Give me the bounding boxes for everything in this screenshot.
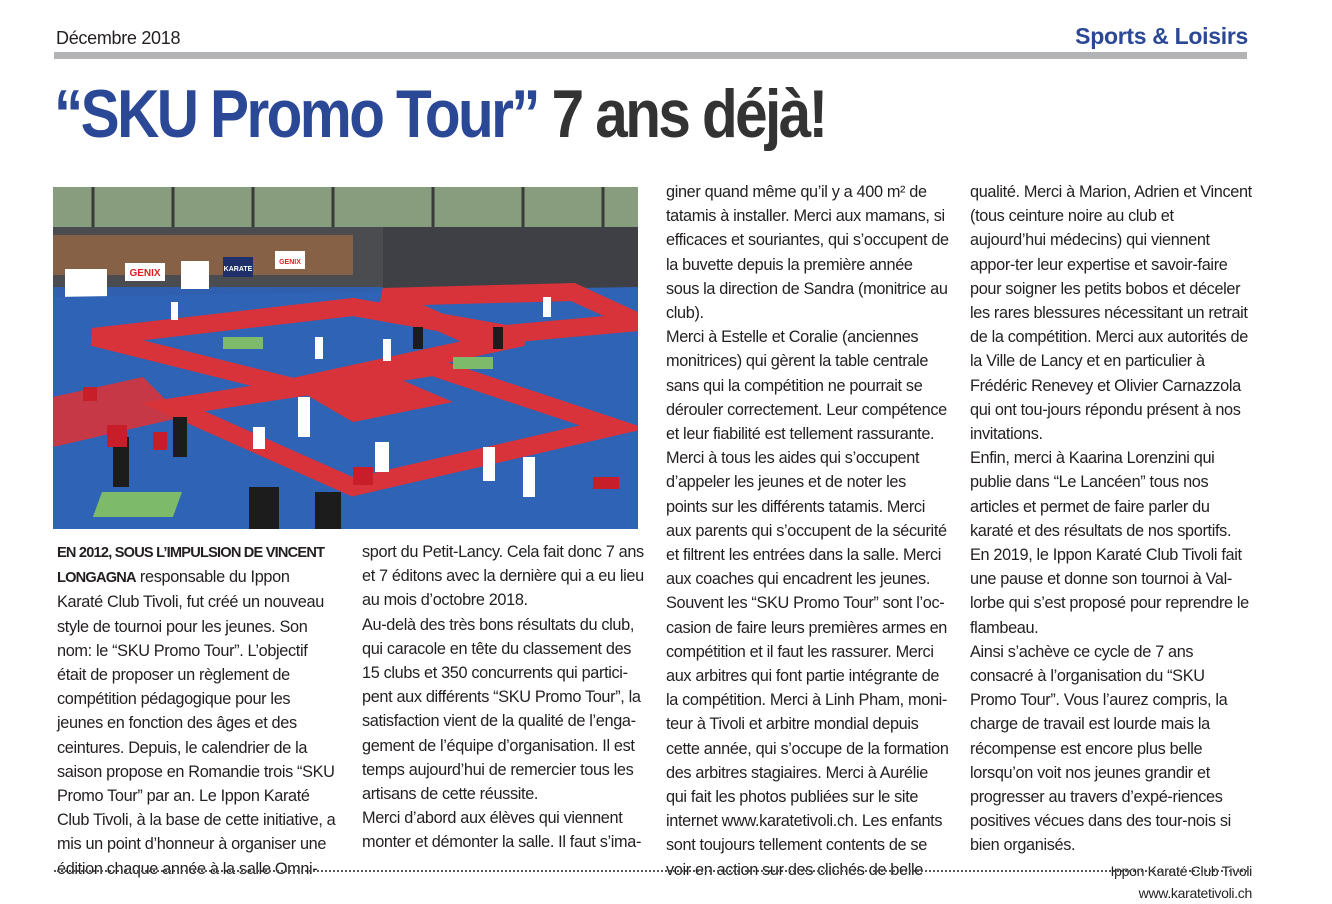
signature [970, 860, 1252, 904]
headline-event-name: “SKU Promo Tour” [54, 76, 538, 152]
column-1 [57, 540, 339, 881]
karate-tournament-photo [53, 187, 638, 529]
paragraph: qualité. Merci à Marion, Adrien et Vincent (tous ceinture noire au club et aujourd’hui médecins) qui viennent appor-ter leur expertise et savoir-faire pour soigner les petits bobos et déceler les rares blessures nécessitant un retrait de la compétition. Merci aux autorités de la Ville de Lancy et en particulier à Frédéric Renevey et Olivier Carnazzola qui ont tou-jours répondu présent à nos invitations. [970, 183, 1252, 444]
headline-tagline: 7 ans déjà! [537, 76, 826, 152]
signature-website: www.karatetivoli.ch [1138, 884, 1252, 901]
paragraph: Merci à Estelle et Coralie (anciennes monitrices) qui gèrent la table centrale sans qui la compétition ne pourrait se dérouler correctement. Leur compétence et leur fiabilité est tellement rassurante. [666, 328, 947, 444]
paragraph: Merci d’abord aux élèves qui viennent monter et démonter la salle. Il faut s’ima- [362, 809, 642, 852]
header-rule [54, 52, 1247, 59]
footer-dotted-rule [54, 870, 1247, 872]
photo-illustration [53, 187, 638, 529]
column-2 [362, 540, 644, 855]
issue-date: Décembre 2018 [56, 28, 181, 48]
paragraph: Ainsi s’achève ce cycle de 7 ans consacré à l’organisation du “SKU Promo Tour”. Vous l’aurez compris, la charge de travail est lourde mais la récompense est encore plus belle lorsqu’on voit nos jeunes grandir et progresser au travers d’expé-riences positives vécues dans des tour-nois si bien organisés. [970, 642, 1231, 855]
paragraph: Enfin, merci à Kaarina Lorenzini qui publie dans “Le Lancéen” tous nos articles et permet de faire parler du karaté et des résultats de nos sportifs. [970, 449, 1232, 540]
section-title: Sports & Loisirs [1075, 23, 1248, 49]
column-4 [970, 180, 1252, 904]
photo-banner-text: GENIX [129, 268, 161, 279]
paragraph: giner quand même qu’il y a 400 m² de tatamis à installer. Merci aux mamans, si efficaces et souriantes, qui s’occupent de la buvette depuis la première année sous la direction de Sandra (monitrice au club). [666, 183, 949, 323]
paragraph: Merci à tous les aides qui s’occupent d’appeler les jeunes et de noter les points sur les différents tatamis. Merci aux parents qui s’occupent de la sécurité et filtrent les entrées dans la salle. Merci aux coaches qui encadrent les jeunes. Souvent les “SKU Promo Tour” sont l’oc-casion de faire leurs premières armes en compétition et il faut les rassurer. Merci aux arbitres qui font partie intégrante de la compétition. Merci à Linh Pham, moni-teur à Tivoli et arbitre mondial depuis cette année, qui s’occupe de la formation des arbitres stagiaires. Merci à Aurélie qui fait les photos publiées sur le site internet www.karatetivoli.ch. Les enfants sont toujours tellement contents de se voir en action sur des clichés de belle [666, 449, 949, 879]
photo-banner-text: KARATE [223, 266, 253, 273]
column-3 [666, 180, 949, 882]
lead-in: EN 2012, SOUS L’IMPULSION DE VINCENT LONGAGNA [57, 545, 325, 587]
paragraph: sport du Petit-Lancy. Cela fait donc 7 ans et 7 éditons avec la dernière qui a eu lieu au mois d’octobre 2018. [362, 543, 644, 610]
paragraph: En 2019, le Ippon Karaté Club Tivoli fait une pause et donne son tournoi à Val-lorbe qui s’est proposé pour reprendre le flambeau. [970, 546, 1249, 637]
paragraph: Au-delà des très bons résultats du club, qui caracole en tête du classement des 15 clubs et 350 concurrents qui partici-pent aux différents “SKU Promo Tour”, la satisfaction vient de la qualité de l’enga-gement de l’équipe d’organisation. Il est temps aujourd’hui de remercier tous les artisans de cette réussite. [362, 615, 641, 804]
column-1-text: responsable du Ippon Karaté Club Tivoli, fut créé un nouveau style de tournoi pour les jeunes. Son nom: le “SKU Promo Tour”. L’objectif était de proposer un règlement de compétition pédagogique pour les jeunes en fonction des âges et des ceintures. Depuis, le calendrier de la saison propose en Romandie trois “SKU Promo Tour” par an. Le Ippon Karaté Club Tivoli, à la base de cette initiative, a mis un point d’honneur à organiser une édition chaque année à la salle Omni- [57, 568, 336, 878]
photo-banner-text: GENIX [279, 259, 301, 266]
signature-club: Ippon Karaté Club Tivoli [1110, 862, 1252, 879]
article-headline [54, 76, 826, 152]
